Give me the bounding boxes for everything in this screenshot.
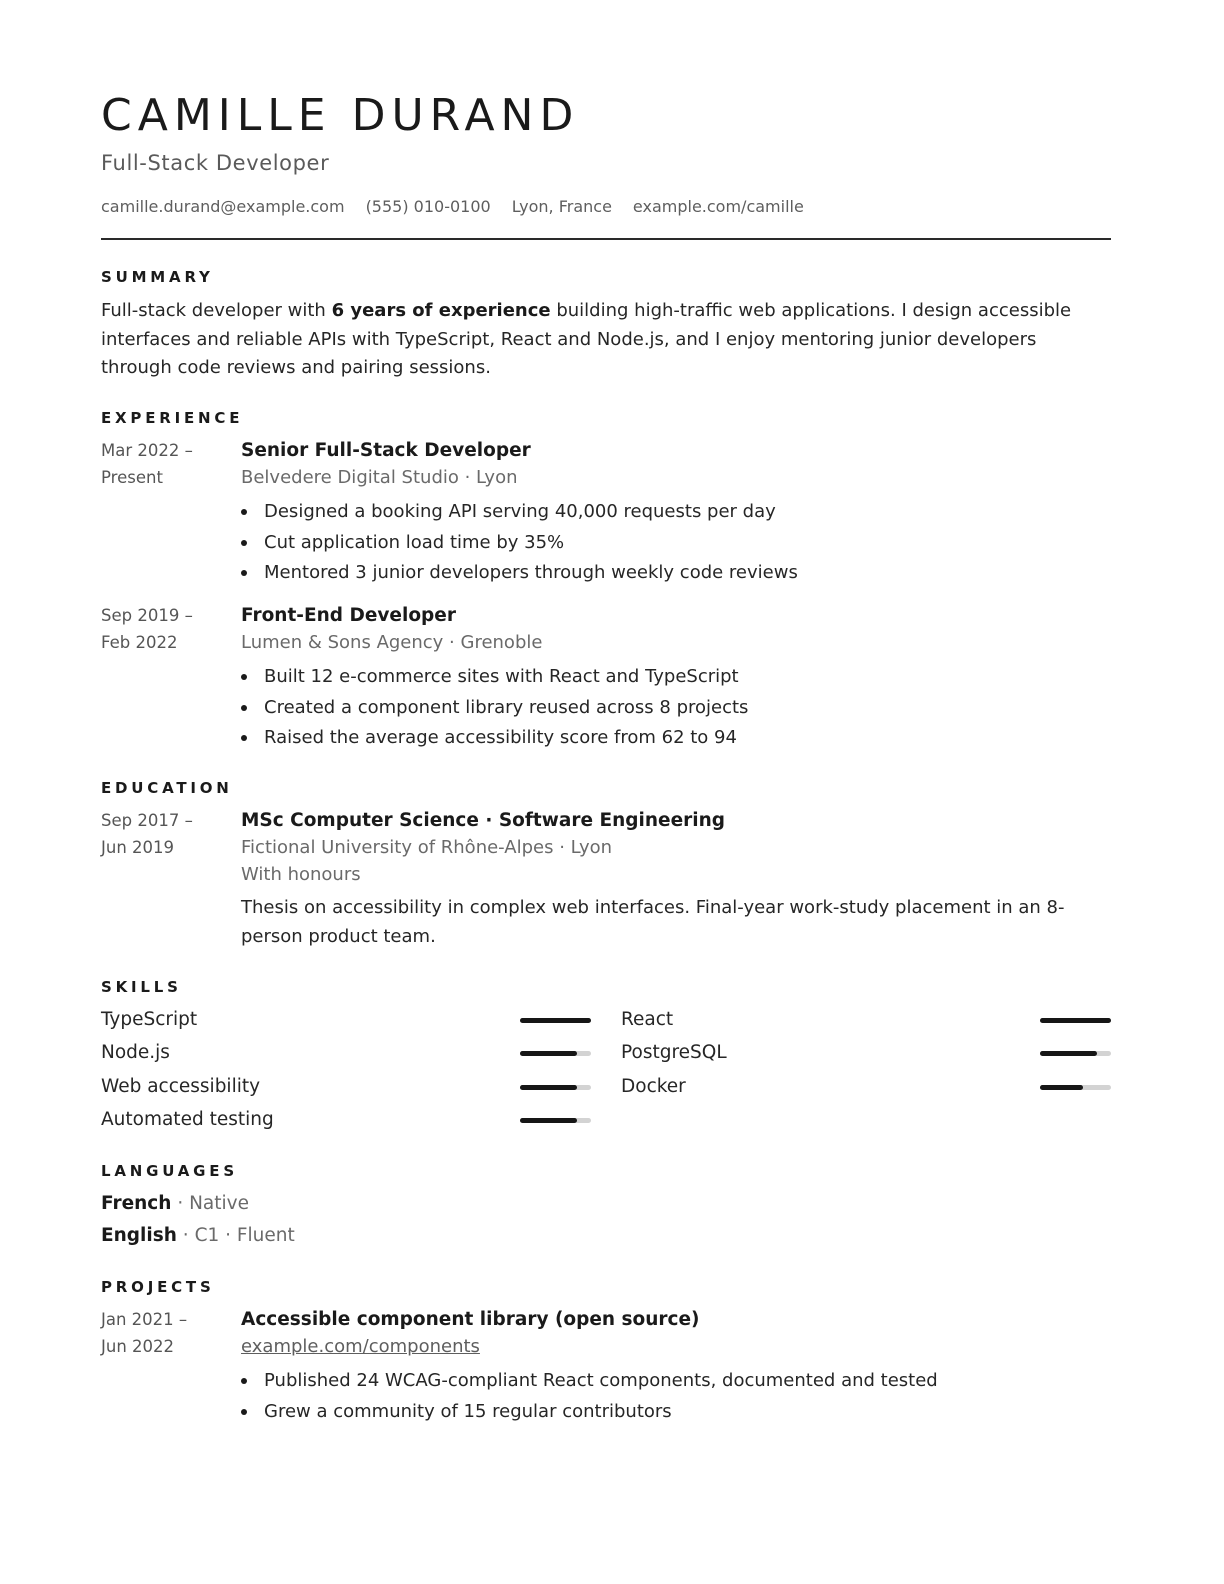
skill-name: Node.js xyxy=(101,1042,170,1063)
skill-name: React xyxy=(621,1009,674,1030)
language-item xyxy=(101,1224,295,1248)
language-name: English xyxy=(101,1225,177,1246)
skill-item xyxy=(621,1075,1111,1108)
date-start: Sep 2019 – xyxy=(101,606,193,625)
skill-level-fill xyxy=(520,1018,591,1023)
employer: Belvedere Digital Studio · Lyon xyxy=(241,467,518,488)
summary-highlight: 6 years of experience xyxy=(331,300,551,321)
date-end: Feb 2022 xyxy=(101,633,178,652)
list-item: Raised the average accessibility score from 62 to 94 xyxy=(241,723,1111,754)
entry-dates xyxy=(101,807,231,861)
skill-level-fill xyxy=(1040,1085,1083,1090)
summary-text-start: Full-stack developer with xyxy=(101,300,332,321)
list-item: Grew a community of 15 regular contributors xyxy=(241,1397,1111,1428)
job-role: Front-End Developer xyxy=(241,605,456,626)
language-level: · Native xyxy=(171,1193,249,1214)
project-title: Accessible component library (open source) xyxy=(241,1309,700,1330)
skill-name: TypeScript xyxy=(101,1009,198,1030)
entry-body xyxy=(241,1306,1111,1427)
skill-name: PostgreSQL xyxy=(621,1042,727,1063)
achievement-list xyxy=(241,662,1111,754)
skill-level-fill xyxy=(520,1118,577,1123)
contact-location: Lyon, France xyxy=(511,197,612,216)
skill-level-bar xyxy=(520,1085,591,1090)
skill-level-bar xyxy=(1040,1085,1111,1090)
date-end: Present xyxy=(101,468,163,487)
entry-dates xyxy=(101,437,231,491)
list-item: Created a component library reused across 8 projects xyxy=(241,693,1111,724)
contact-website[interactable]: example.com/camille xyxy=(632,197,804,216)
date-start: Sep 2017 – xyxy=(101,811,193,830)
section-heading-projects: PROJECTS xyxy=(101,1278,215,1296)
entry-dates xyxy=(101,1306,231,1360)
skill-item xyxy=(621,1008,1111,1041)
skill-name: Web accessibility xyxy=(101,1076,261,1097)
skill-level-bar xyxy=(520,1118,591,1123)
language-level: · C1 · Fluent xyxy=(176,1225,295,1246)
entry-dates xyxy=(101,602,231,656)
section-heading-skills: SKILLS xyxy=(101,978,182,996)
date-end: Jun 2022 xyxy=(101,1337,175,1356)
list-item: Published 24 WCAG-compliant React components, documented and tested xyxy=(241,1366,1111,1397)
achievement-list xyxy=(241,497,1111,589)
section-heading-summary: SUMMARY xyxy=(101,268,214,286)
school: Fictional University of Rhône-Alpes · Lyon xyxy=(241,837,613,858)
list-item: Designed a booking API serving 40,000 requests per day xyxy=(241,497,1111,528)
summary-text xyxy=(101,297,1111,383)
skill-item xyxy=(621,1041,1111,1074)
summary-text-end: building high-traffic web applications. I design accessible interfaces and reliable APIs with TypeScript, React and Node.js, and I enjoy mentoring junior developers through code reviews and pairing sessions. xyxy=(101,300,1072,378)
project-link[interactable]: example.com/components xyxy=(241,1336,480,1357)
header-divider xyxy=(101,238,1111,240)
skill-level-fill xyxy=(520,1051,577,1056)
date-start: Mar 2022 – xyxy=(101,441,193,460)
honours: With honours xyxy=(241,864,361,885)
skill-level-bar xyxy=(1040,1018,1111,1023)
list-item: Built 12 e-commerce sites with React and TypeScript xyxy=(241,662,1111,693)
skill-item xyxy=(101,1041,591,1074)
entry-body xyxy=(241,437,1111,589)
education-description: Thesis on accessibility in complex web interfaces. Final-year work-study placement in an 8-person product team. xyxy=(241,897,1065,947)
section-heading-languages: LANGUAGES xyxy=(101,1162,238,1180)
skill-level-fill xyxy=(1040,1018,1111,1023)
skill-level-fill xyxy=(520,1085,577,1090)
skill-name: Automated testing xyxy=(101,1109,274,1130)
skill-name: Docker xyxy=(621,1076,686,1097)
skill-item xyxy=(101,1008,591,1041)
job-role: Senior Full-Stack Developer xyxy=(241,440,531,461)
skill-level-bar xyxy=(520,1051,591,1056)
employer: Lumen & Sons Agency · Grenoble xyxy=(241,632,543,653)
skill-item xyxy=(101,1075,591,1108)
entry-body xyxy=(241,807,1111,951)
section-heading-experience: EXPERIENCE xyxy=(101,409,244,427)
contact-phone: (555) 010-0100 xyxy=(365,197,491,216)
candidate-name: CAMILLE DURAND xyxy=(101,90,580,141)
skill-level-bar xyxy=(520,1018,591,1023)
language-item xyxy=(101,1192,249,1216)
skill-level-fill xyxy=(1040,1051,1097,1056)
date-end: Jun 2019 xyxy=(101,838,175,857)
list-item: Cut application load time by 35% xyxy=(241,528,1111,559)
language-name: French xyxy=(101,1193,172,1214)
skill-level-bar xyxy=(1040,1051,1111,1056)
skill-item xyxy=(101,1108,591,1141)
degree-title: MSc Computer Science · Software Engineering xyxy=(241,810,725,831)
achievement-list xyxy=(241,1366,1111,1427)
job-title: Full-Stack Developer xyxy=(101,151,330,175)
entry-body xyxy=(241,602,1111,754)
date-start: Jan 2021 – xyxy=(101,1310,188,1329)
contact-line xyxy=(101,197,804,216)
list-item: Mentored 3 junior developers through weekly code reviews xyxy=(241,558,1111,589)
section-heading-education: EDUCATION xyxy=(101,779,233,797)
contact-email[interactable]: camille.durand@example.com xyxy=(101,197,345,216)
